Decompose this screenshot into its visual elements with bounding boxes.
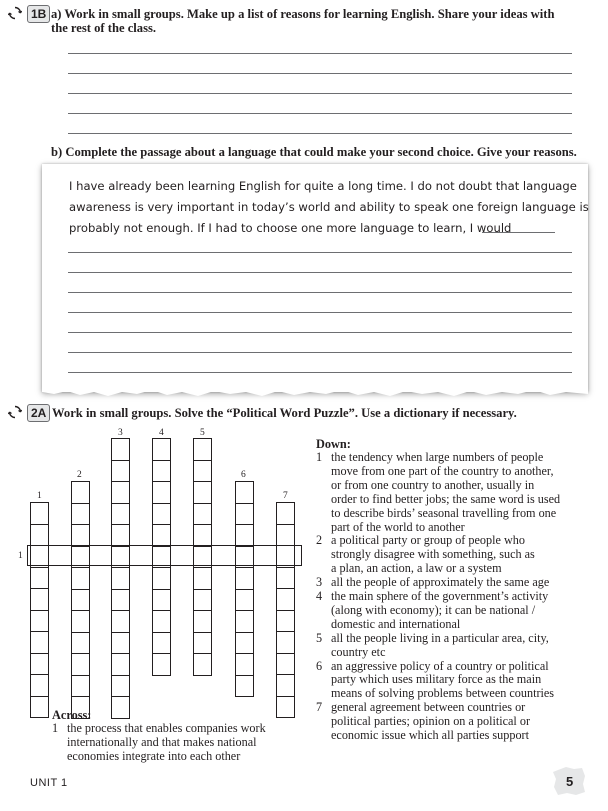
across-heading: Across: — [52, 708, 92, 722]
writing-line[interactable] — [68, 332, 572, 333]
crossword-cell[interactable] — [276, 610, 295, 633]
clue-text-line: means of solving problems between countries — [331, 686, 555, 701]
crossword-cell[interactable] — [30, 567, 49, 590]
crossword-cell[interactable] — [235, 653, 254, 676]
passage-line: awareness is very important in today’s world and ability to speak one foreign language is — [69, 200, 589, 214]
crossword-cell[interactable] — [30, 588, 49, 611]
crossword-cell[interactable] — [71, 481, 90, 504]
crossword-cell[interactable] — [235, 632, 254, 655]
pair-work-icon — [8, 6, 22, 20]
writing-line[interactable] — [68, 292, 572, 293]
clue-text-line: the tendency when large numbers of people — [331, 450, 544, 464]
writing-line[interactable] — [68, 113, 572, 114]
task-1b-part-a-line1: a) Work in small groups. Make up a list of reasons for learning English. Share your ideas with — [51, 7, 555, 21]
down-number-2: 2 — [77, 470, 82, 480]
crossword-cell[interactable] — [30, 653, 49, 676]
crossword-cell[interactable] — [235, 589, 254, 612]
crossword-cell[interactable] — [111, 653, 130, 676]
crossword-cell[interactable] — [71, 567, 90, 590]
crossword-cell[interactable] — [235, 524, 254, 547]
crossword-cell[interactable] — [30, 631, 49, 654]
crossword-cell[interactable] — [235, 481, 254, 504]
crossword-cell[interactable] — [71, 675, 90, 698]
writing-line[interactable] — [68, 272, 572, 273]
crossword-cell[interactable] — [276, 631, 295, 654]
crossword-cell[interactable] — [30, 674, 49, 697]
crossword-cell[interactable] — [71, 503, 90, 526]
crossword-cell[interactable] — [276, 502, 295, 525]
crossword-cell[interactable] — [193, 481, 212, 504]
clue-text-line: general agreement between countries or — [331, 700, 526, 715]
task-badge-2a: 2A — [27, 404, 50, 422]
crossword-cell[interactable] — [111, 610, 130, 633]
crossword-cell[interactable] — [235, 503, 254, 526]
clue-text-line: political parties; opinion on a political or — [331, 714, 531, 729]
down-number-6: 6 — [241, 470, 246, 480]
clue-text-line: move from one part of the country to another, — [331, 463, 554, 478]
crossword-cell[interactable] — [235, 567, 254, 590]
crossword-cell[interactable] — [152, 610, 171, 633]
clue-text-line: economic issue which all parties support — [331, 728, 529, 742]
crossword-cell[interactable] — [111, 696, 130, 719]
down-number-1: 1 — [37, 491, 42, 501]
crossword-cell[interactable] — [30, 696, 49, 719]
clue-number: 1 — [316, 450, 323, 464]
clue-number: 7 — [316, 700, 323, 715]
writing-line[interactable] — [68, 73, 572, 74]
writing-line[interactable] — [68, 93, 572, 94]
clue-text-line: to describe birds’ seasonal travelling from one — [331, 505, 557, 520]
passage-line: probably not enough. If I had to choose one more language to learn, I would — [69, 221, 512, 235]
crossword-cell[interactable] — [152, 524, 171, 547]
down-number-3: 3 — [118, 428, 123, 438]
crossword-cell[interactable] — [152, 589, 171, 612]
crossword-cell[interactable] — [71, 653, 90, 676]
clue-text-line: domestic and international — [331, 616, 461, 631]
across-1-row-outline — [27, 545, 302, 566]
clue-text-line: strongly disagree with something, such as — [331, 547, 535, 562]
crossword-cell[interactable] — [276, 524, 295, 547]
clue-text-line: internationally and that makes national — [67, 734, 257, 749]
crossword-cell[interactable] — [276, 674, 295, 697]
crossword-cell[interactable] — [71, 632, 90, 655]
clue-text-line: the process that enables companies work — [67, 721, 266, 735]
pair-work-icon — [8, 405, 22, 419]
task-badge-1b: 1B — [27, 5, 50, 23]
down-number-7: 7 — [283, 491, 288, 501]
clue-text-line: country etc — [331, 644, 386, 659]
crossword-cell[interactable] — [276, 653, 295, 676]
clue-number: 6 — [316, 658, 323, 673]
task-1b-part-b: b) Complete the passage about a language that could make your second choice. Give your reasons. — [51, 145, 577, 159]
answer-blank[interactable] — [482, 232, 555, 233]
clue-number: 4 — [316, 589, 323, 603]
crossword-cell[interactable] — [193, 460, 212, 483]
crossword-cell[interactable] — [71, 524, 90, 547]
clue-text-line: order to find better jobs; the same word is used — [331, 491, 561, 506]
task-1b-part-a-line2: the rest of the class. — [51, 21, 157, 35]
unit-label: UNIT 1 — [30, 777, 68, 789]
crossword-cell[interactable] — [111, 460, 130, 483]
crossword-cell[interactable] — [30, 502, 49, 525]
clue-text-line: all the people living in a particular area, city, — [331, 630, 549, 645]
clue-text-line: party which uses military force as the main — [331, 672, 542, 687]
crossword-cell[interactable] — [193, 503, 212, 526]
clue-text-line: a plan, an action, a law or a system — [331, 561, 502, 576]
crossword-cell[interactable] — [193, 610, 212, 633]
crossword-cell[interactable] — [235, 610, 254, 633]
crossword-cell[interactable] — [193, 653, 212, 676]
clue-number: 5 — [316, 630, 323, 645]
crossword-cell[interactable] — [276, 696, 295, 719]
task-2a-instruction: Work in small groups. Solve the “Political Word Puzzle”. Use a dictionary if necessary. — [52, 406, 517, 420]
writing-line[interactable] — [68, 312, 572, 313]
writing-line[interactable] — [68, 352, 572, 353]
torn-edge — [42, 386, 588, 398]
crossword-cell[interactable] — [71, 589, 90, 612]
crossword-cell[interactable] — [111, 675, 130, 698]
crossword-cell[interactable] — [276, 588, 295, 611]
down-number-4: 4 — [159, 428, 164, 438]
crossword-cell[interactable] — [276, 567, 295, 590]
crossword-cell[interactable] — [30, 524, 49, 547]
crossword-cell[interactable] — [193, 524, 212, 547]
crossword-cell[interactable] — [152, 632, 171, 655]
crossword-cell[interactable] — [152, 481, 171, 504]
crossword-cell[interactable] — [193, 632, 212, 655]
clue-text-line: or from one country to another, usually in — [331, 477, 535, 492]
page-number: 5 — [566, 774, 574, 789]
writing-line[interactable] — [68, 133, 572, 134]
crossword-cell[interactable] — [71, 610, 90, 633]
crossword-cell[interactable] — [152, 460, 171, 483]
crossword-cell[interactable] — [111, 524, 130, 547]
writing-line[interactable] — [68, 372, 572, 373]
clue-text-line: part of the world to another — [331, 519, 465, 534]
crossword-cell[interactable] — [152, 438, 171, 461]
down-number-5: 5 — [200, 428, 205, 438]
crossword-cell[interactable] — [152, 653, 171, 676]
crossword-cell[interactable] — [111, 632, 130, 655]
across-number-1: 1 — [18, 551, 23, 561]
clue-text-line: (along with economy); it can be national / — [331, 602, 536, 617]
crossword-cell[interactable] — [30, 610, 49, 633]
clue-number: 2 — [316, 533, 323, 548]
clue-text-line: a political party or group of people who — [331, 533, 525, 548]
crossword-cell[interactable] — [111, 567, 130, 590]
crossword-cell[interactable] — [193, 438, 212, 461]
crossword-cell[interactable] — [152, 567, 171, 590]
down-heading: Down: — [316, 437, 351, 451]
clue-text-line: an aggressive policy of a country or political — [331, 658, 549, 673]
crossword-cell[interactable] — [111, 589, 130, 612]
clue-number: 3 — [316, 575, 323, 590]
crossword-cell[interactable] — [111, 438, 130, 461]
crossword-cell[interactable] — [193, 589, 212, 612]
writing-line[interactable] — [68, 252, 572, 253]
clue-number: 1 — [52, 721, 59, 735]
crossword-cell[interactable] — [152, 503, 171, 526]
crossword-cell[interactable] — [111, 481, 130, 504]
writing-line[interactable] — [68, 53, 572, 54]
crossword-cell[interactable] — [193, 567, 212, 590]
clue-text-line: all the people of approximately the same age — [331, 575, 550, 590]
crossword-cell[interactable] — [111, 503, 130, 526]
clue-text-line: economies integrate into each other — [67, 748, 241, 763]
clue-text-line: the main sphere of the government’s activity — [331, 589, 549, 603]
crossword-cell[interactable] — [235, 675, 254, 698]
passage-line: I have already been learning English for quite a long time. I do not doubt that language — [69, 179, 577, 193]
